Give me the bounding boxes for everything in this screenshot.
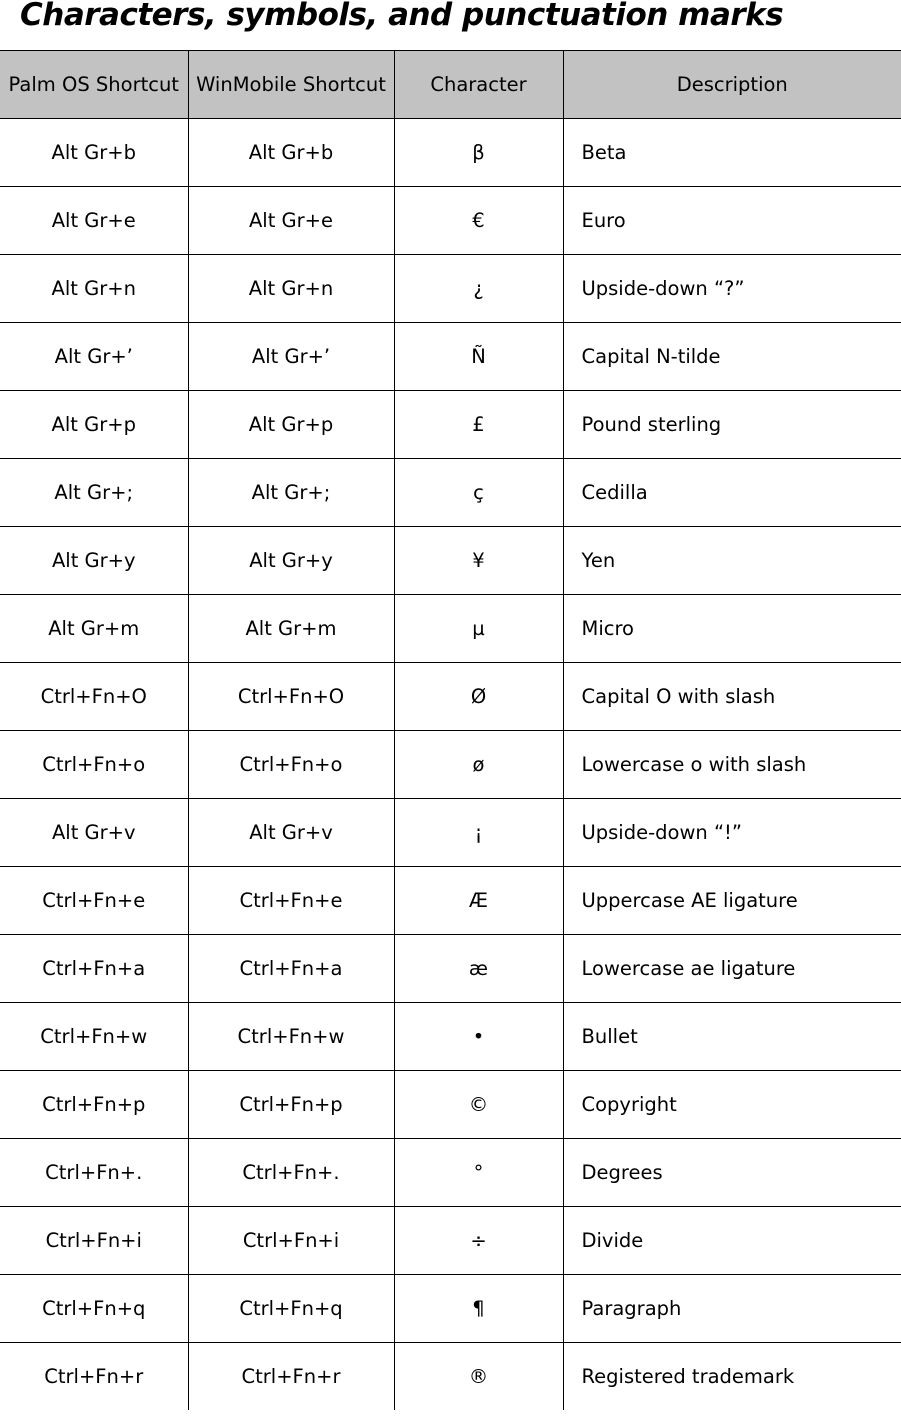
character-cell: ¡ bbox=[394, 799, 563, 867]
table-row bbox=[0, 663, 901, 731]
character-cell: Ø bbox=[394, 663, 563, 731]
table-row bbox=[0, 799, 901, 867]
winmobile-shortcut-cell: Ctrl+Fn+a bbox=[188, 935, 394, 1003]
header-description: Description bbox=[563, 51, 901, 119]
table-row bbox=[0, 391, 901, 459]
winmobile-shortcut-cell: Alt Gr+; bbox=[188, 459, 394, 527]
description-cell: Capital N-tilde bbox=[563, 323, 901, 391]
table-row bbox=[0, 1139, 901, 1207]
winmobile-shortcut-cell: Ctrl+Fn+p bbox=[188, 1071, 394, 1139]
description-cell: Uppercase AE ligature bbox=[563, 867, 901, 935]
title-spacer bbox=[0, 32, 901, 50]
table-row bbox=[0, 1207, 901, 1275]
winmobile-shortcut-cell: Alt Gr+v bbox=[188, 799, 394, 867]
palm-shortcut-cell: Alt Gr+m bbox=[0, 595, 188, 663]
character-cell: £ bbox=[394, 391, 563, 459]
palm-shortcut-cell: Alt Gr+e bbox=[0, 187, 188, 255]
winmobile-shortcut-cell: Alt Gr+p bbox=[188, 391, 394, 459]
character-cell: ç bbox=[394, 459, 563, 527]
table-row bbox=[0, 323, 901, 391]
character-cell: ÷ bbox=[394, 1207, 563, 1275]
description-cell: Divide bbox=[563, 1207, 901, 1275]
description-cell: Cedilla bbox=[563, 459, 901, 527]
table-body bbox=[0, 119, 901, 1411]
palm-shortcut-cell: Alt Gr+v bbox=[0, 799, 188, 867]
palm-shortcut-cell: Ctrl+Fn+p bbox=[0, 1071, 188, 1139]
character-cell: ø bbox=[394, 731, 563, 799]
table-row bbox=[0, 255, 901, 323]
palm-shortcut-cell: Alt Gr+y bbox=[0, 527, 188, 595]
character-cell: Æ bbox=[394, 867, 563, 935]
description-cell: Upside-down “!” bbox=[563, 799, 901, 867]
header-palm-os-shortcut: Palm OS Shortcut bbox=[0, 51, 188, 119]
table-row bbox=[0, 935, 901, 1003]
table-row bbox=[0, 867, 901, 935]
winmobile-shortcut-cell: Ctrl+Fn+. bbox=[188, 1139, 394, 1207]
winmobile-shortcut-cell: Alt Gr+b bbox=[188, 119, 394, 187]
description-cell: Euro bbox=[563, 187, 901, 255]
header-winmobile-shortcut: WinMobile Shortcut bbox=[188, 51, 394, 119]
description-cell: Copyright bbox=[563, 1071, 901, 1139]
character-cell: • bbox=[394, 1003, 563, 1071]
palm-shortcut-cell: Ctrl+Fn+a bbox=[0, 935, 188, 1003]
character-cell: æ bbox=[394, 935, 563, 1003]
description-cell: Lowercase ae ligature bbox=[563, 935, 901, 1003]
description-cell: Paragraph bbox=[563, 1275, 901, 1343]
table-row bbox=[0, 1003, 901, 1071]
table-row bbox=[0, 119, 901, 187]
table-row bbox=[0, 1071, 901, 1139]
shortcut-table bbox=[0, 50, 901, 1410]
description-cell: Capital O with slash bbox=[563, 663, 901, 731]
header-character: Character bbox=[394, 51, 563, 119]
character-cell: ® bbox=[394, 1343, 563, 1411]
table-row bbox=[0, 1343, 901, 1411]
table-row bbox=[0, 595, 901, 663]
character-cell: ¥ bbox=[394, 527, 563, 595]
header-row bbox=[0, 51, 901, 119]
character-cell: β bbox=[394, 119, 563, 187]
description-cell: Micro bbox=[563, 595, 901, 663]
character-cell: © bbox=[394, 1071, 563, 1139]
winmobile-shortcut-cell: Ctrl+Fn+o bbox=[188, 731, 394, 799]
palm-shortcut-cell: Ctrl+Fn+q bbox=[0, 1275, 188, 1343]
winmobile-shortcut-cell: Ctrl+Fn+r bbox=[188, 1343, 394, 1411]
table-header bbox=[0, 51, 901, 119]
winmobile-shortcut-cell: Alt Gr+y bbox=[188, 527, 394, 595]
table-row bbox=[0, 1275, 901, 1343]
winmobile-shortcut-cell: Alt Gr+m bbox=[188, 595, 394, 663]
winmobile-shortcut-cell: Alt Gr+n bbox=[188, 255, 394, 323]
description-cell: Bullet bbox=[563, 1003, 901, 1071]
winmobile-shortcut-cell: Alt Gr+’ bbox=[188, 323, 394, 391]
description-cell: Beta bbox=[563, 119, 901, 187]
description-cell: Degrees bbox=[563, 1139, 901, 1207]
winmobile-shortcut-cell: Ctrl+Fn+O bbox=[188, 663, 394, 731]
page-title: Characters, symbols, and punctuation marks bbox=[20, 0, 784, 33]
character-cell: ¶ bbox=[394, 1275, 563, 1343]
palm-shortcut-cell: Ctrl+Fn+e bbox=[0, 867, 188, 935]
palm-shortcut-cell: Alt Gr+; bbox=[0, 459, 188, 527]
winmobile-shortcut-cell: Ctrl+Fn+i bbox=[188, 1207, 394, 1275]
table-row bbox=[0, 459, 901, 527]
winmobile-shortcut-cell: Ctrl+Fn+e bbox=[188, 867, 394, 935]
character-cell: µ bbox=[394, 595, 563, 663]
palm-shortcut-cell: Alt Gr+n bbox=[0, 255, 188, 323]
description-cell: Pound sterling bbox=[563, 391, 901, 459]
palm-shortcut-cell: Ctrl+Fn+O bbox=[0, 663, 188, 731]
palm-shortcut-cell: Alt Gr+p bbox=[0, 391, 188, 459]
character-cell: ° bbox=[394, 1139, 563, 1207]
palm-shortcut-cell: Ctrl+Fn+w bbox=[0, 1003, 188, 1071]
character-cell: ¿ bbox=[394, 255, 563, 323]
winmobile-shortcut-cell: Ctrl+Fn+q bbox=[188, 1275, 394, 1343]
description-cell: Lowercase o with slash bbox=[563, 731, 901, 799]
table-row bbox=[0, 187, 901, 255]
palm-shortcut-cell: Ctrl+Fn+o bbox=[0, 731, 188, 799]
description-cell: Registered trademark bbox=[563, 1343, 901, 1411]
palm-shortcut-cell: Ctrl+Fn+. bbox=[0, 1139, 188, 1207]
character-cell: Ñ bbox=[394, 323, 563, 391]
winmobile-shortcut-cell: Alt Gr+e bbox=[188, 187, 394, 255]
palm-shortcut-cell: Ctrl+Fn+i bbox=[0, 1207, 188, 1275]
table-row bbox=[0, 731, 901, 799]
palm-shortcut-cell: Ctrl+Fn+r bbox=[0, 1343, 188, 1411]
table-row bbox=[0, 527, 901, 595]
palm-shortcut-cell: Alt Gr+’ bbox=[0, 323, 188, 391]
description-cell: Upside-down “?” bbox=[563, 255, 901, 323]
winmobile-shortcut-cell: Ctrl+Fn+w bbox=[188, 1003, 394, 1071]
character-cell: € bbox=[394, 187, 563, 255]
palm-shortcut-cell: Alt Gr+b bbox=[0, 119, 188, 187]
description-cell: Yen bbox=[563, 527, 901, 595]
